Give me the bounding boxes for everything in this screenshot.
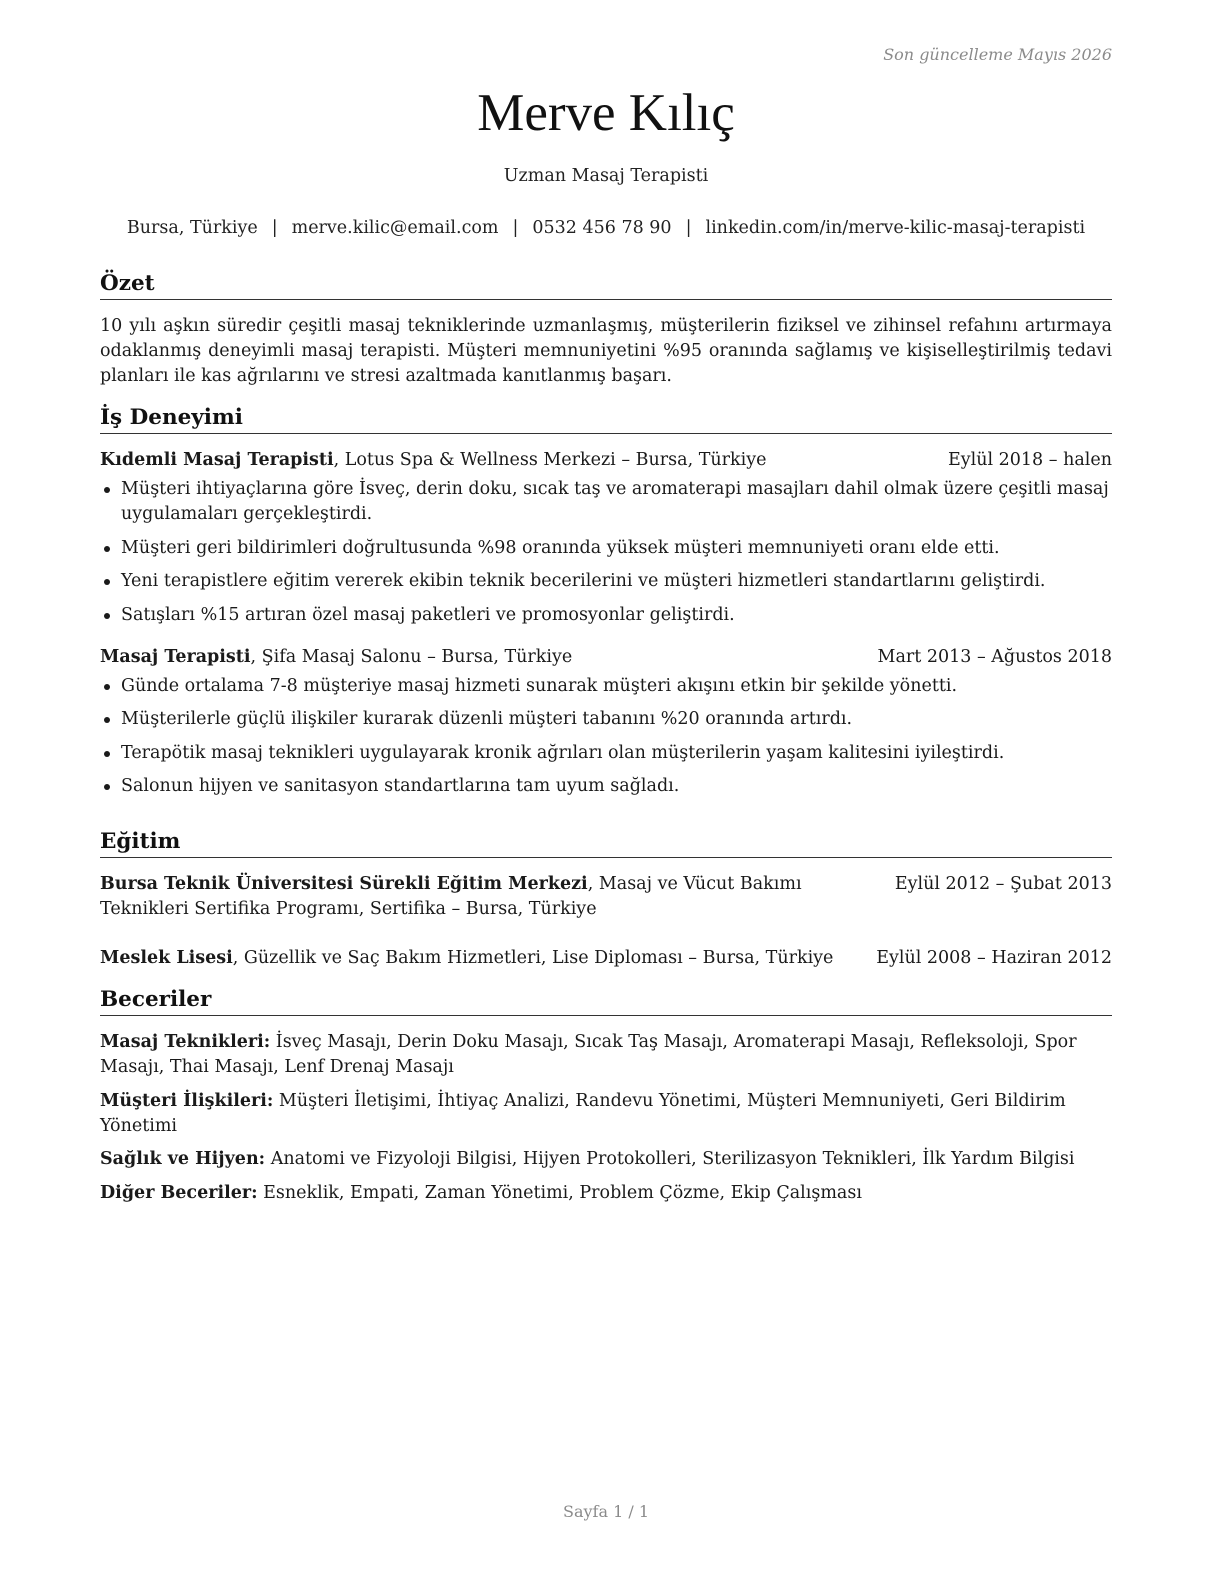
skill-row	[100, 1030, 1112, 1080]
job-org: , Lotus Spa & Wellness Merkezi – Bursa, Türkiye	[333, 450, 767, 470]
separator: |	[271, 218, 278, 238]
list-item: Günde ortalama 7-8 müşteriye masaj hizmeti sunarak müşteri akışını etkin bir şekilde yönetti.	[100, 674, 1112, 699]
section-heading-education: Eğitim	[100, 828, 1112, 858]
skills-section	[100, 986, 1112, 1214]
education-entry	[100, 946, 1112, 971]
separator: |	[685, 218, 692, 238]
list-item: Satışları %15 artıran özel masaj paketleri ve promosyonlar geliştirdi.	[100, 603, 1112, 628]
skill-value: Esneklik, Empati, Zaman Yönetimi, Problem Çözme, Ekip Çalışması	[257, 1182, 862, 1203]
education-dates: Eylül 2008 – Haziran 2012	[876, 948, 1112, 968]
job-role: Masaj Terapisti	[100, 646, 251, 667]
summary-section	[100, 270, 1112, 389]
school-detail: , Güzellik ve Saç Bakım Hizmetleri, Lise Diploması – Bursa, Türkiye	[232, 948, 834, 968]
summary-text: 10 yılı aşkın süredir çeşitli masaj tekniklerinde uzmanlaşmış, müşterilerin fiziksel ve zihinsel refahını artırmaya odaklanmış deneyimli masaj terapisti. Müşteri memnuniyetini %95 oranında sağlamış ve kişiselleştirilmiş tedavi planları ile kas ağrılarını ve stresi azaltmada kanıtlanmış başarı.	[100, 316, 1112, 386]
job-entry	[100, 645, 1112, 800]
skill-value: İsveç Masajı, Derin Doku Masajı, Sıcak Taş Masajı, Aromaterapi Masajı, Refleksoloji, Spor Masajı, Thai Masajı, Lenf Drenaj Masajı	[100, 1032, 1077, 1077]
job-role: Kıdemli Masaj Terapisti	[100, 450, 334, 470]
separator: |	[512, 218, 519, 238]
job-entry	[100, 448, 1112, 628]
contact-line	[100, 218, 1112, 238]
resume-page	[100, 0, 1112, 1584]
skills-list	[100, 1030, 1112, 1206]
education-section	[100, 828, 1112, 971]
education-entry	[100, 872, 1112, 922]
job-org: , Şifa Masaj Salonu – Bursa, Türkiye	[250, 646, 573, 667]
list-item: Salonun hijyen ve sanitasyon standartlarına tam uyum sağladı.	[100, 774, 1112, 799]
school-name: Meslek Lisesi	[100, 948, 233, 968]
contact-phone: 0532 456 78 90	[532, 218, 672, 238]
job-bullets	[100, 674, 1112, 800]
list-item: Terapötik masaj teknikleri uygulayarak kronik ağrıları olan müşterilerin yaşam kalitesini iyileştirdi.	[100, 741, 1112, 766]
school-name: Bursa Teknik Üniversitesi Sürekli Eğitim Merkezi	[100, 874, 588, 894]
contact-email[interactable]: merve.kilic@email.com	[291, 218, 499, 238]
job-header	[100, 645, 1112, 670]
skill-label: Masaj Teknikleri:	[100, 1032, 271, 1052]
skill-row	[100, 1089, 1112, 1139]
list-item: Müşterilerle güçlü ilişkiler kurarak düzenli müşteri tabanını %20 oranında artırdı.	[100, 707, 1112, 732]
list-item: Müşteri geri bildirimleri doğrultusunda %98 oranında yüksek müşteri memnuniyeti oranı elde etti.	[100, 536, 1112, 561]
skill-label: Sağlık ve Hijyen:	[100, 1149, 266, 1169]
list-item: Müşteri ihtiyaçlarına göre İsveç, derin doku, sıcak taş ve aromaterapi masajları dahil olmak üzere çeşitli masaj uygulamaları gerçekleştirdi.	[100, 477, 1112, 527]
job-dates: Mart 2013 – Ağustos 2018	[877, 646, 1112, 667]
section-heading-summary: Özet	[100, 270, 1112, 300]
candidate-name: Merve Kılıç	[477, 84, 735, 142]
skill-value: Anatomi ve Fizyoloji Bilgisi, Hijyen Protokolleri, Sterilizasyon Teknikleri, İlk Yardım Bilgisi	[265, 1149, 1075, 1169]
skill-label: Diğer Beceriler:	[100, 1182, 258, 1203]
section-heading-experience: İş Deneyimi	[100, 404, 1112, 434]
skill-row	[100, 1147, 1112, 1172]
job-header	[100, 448, 1112, 473]
section-heading-skills: Beceriler	[100, 986, 1112, 1016]
school-detail: , Masaj ve Vücut Bakımı Teknikleri Sertifika Programı, Sertifika – Bursa, Türkiye	[100, 874, 802, 919]
last-updated: Son güncelleme Mayıs 2026	[883, 45, 1112, 64]
contact-linkedin[interactable]: linkedin.com/in/merve-kilic-masaj-terapisti	[705, 218, 1086, 238]
skill-label: Müşteri İlişkileri:	[100, 1090, 274, 1111]
job-bullets	[100, 477, 1112, 628]
job-title: Uzman Masaj Terapisti	[503, 166, 709, 186]
job-dates: Eylül 2018 – halen	[947, 450, 1112, 470]
education-dates: Eylül 2012 – Şubat 2013	[894, 874, 1112, 894]
contact-location: Bursa, Türkiye	[126, 218, 258, 238]
list-item: Yeni terapistlere eğitim vererek ekibin teknik becerilerini ve müşteri hizmetleri standartlarını geliştirdi.	[100, 569, 1112, 594]
page-number: Sayfa 1 / 1	[562, 1502, 649, 1521]
skill-value: Müşteri İletişimi, İhtiyaç Analizi, Randevu Yönetimi, Müşteri Memnuniyeti, Geri Bildirim Yönetimi	[100, 1090, 1066, 1136]
experience-section	[100, 404, 1112, 808]
skill-row	[100, 1181, 1112, 1206]
